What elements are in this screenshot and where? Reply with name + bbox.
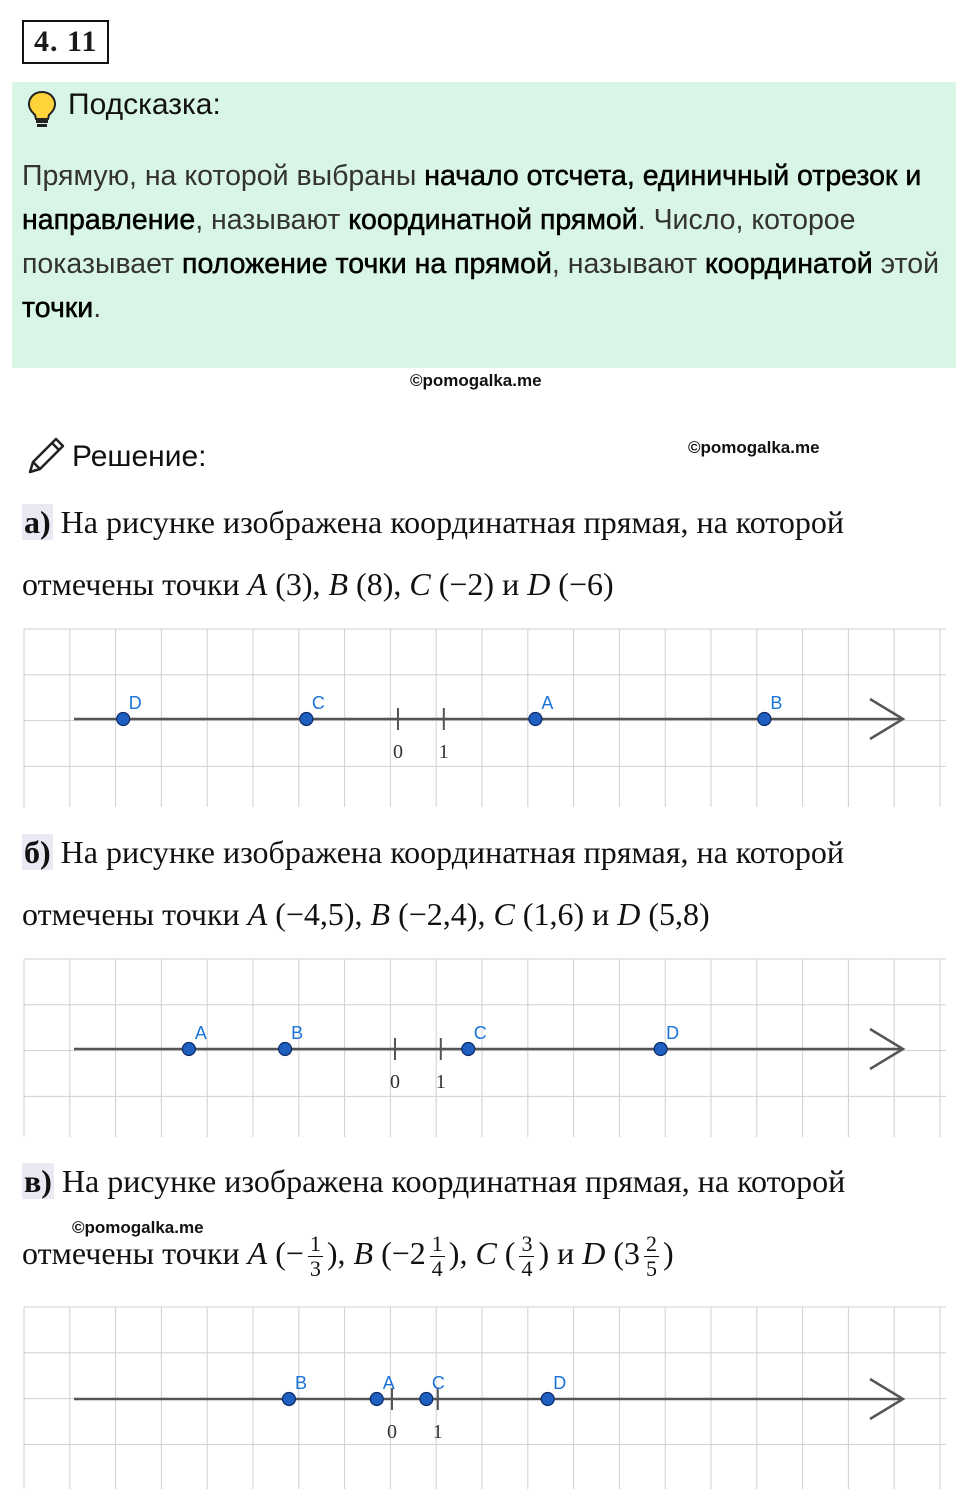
pencil-icon xyxy=(24,434,68,478)
point-C xyxy=(420,1393,433,1406)
point-D xyxy=(117,713,130,726)
watermark: ©pomogalka.me xyxy=(72,1218,204,1237)
part-c-line1: в) На рисунке изображена координатная прямая, на которой xyxy=(24,1163,846,1199)
point-A xyxy=(370,1393,383,1406)
point-A xyxy=(529,713,542,726)
part-c-line2: отмечены точки A (− $\frac{1}{3}$ ), B (−2 $\frac{1}{4}$ ), C ( $\frac{3}{4}$ ) и D (3 $\frac{2}{5}$ ) xyxy=(22,1231,674,1281)
point-A xyxy=(182,1043,195,1056)
tick-label: 1 xyxy=(432,1421,443,1443)
tick-label: 0 xyxy=(393,741,403,763)
watermark: ©pomogalka.me xyxy=(688,438,820,457)
point-label-B: B xyxy=(770,693,783,713)
point-label-D: D xyxy=(553,1373,567,1393)
task-number: 4. 11 xyxy=(22,20,109,64)
part-b-line1: б) На рисунке изображена координатная прямая, на которой xyxy=(24,834,844,870)
tick-label: 0 xyxy=(390,1071,400,1093)
part-b-line2: отмечены точки A (−4,5), B (−2,4), C (1,6) и D (5,8) xyxy=(22,896,710,932)
point-B xyxy=(282,1393,295,1406)
part-b-label: б) xyxy=(24,834,51,870)
number-line-c xyxy=(0,1303,960,1493)
tick-label: 1 xyxy=(435,1071,446,1093)
point-C xyxy=(462,1043,475,1056)
part-c-label: в) xyxy=(24,1163,52,1199)
point-label-C: C xyxy=(431,1373,445,1393)
point-label-C: C xyxy=(473,1023,487,1043)
lightbulb-icon xyxy=(26,90,58,130)
hint-text: Прямую, на которой выбраны начало отсчета, единичный отрезок и направление, называют координатной прямой. Число, которое показывает положение точки на прямой, называют координатой этой точки. xyxy=(22,160,939,324)
point-C xyxy=(300,713,313,726)
point-label-B: B xyxy=(294,1373,307,1393)
point-label-D: D xyxy=(128,693,142,713)
point-label-A: A xyxy=(541,693,554,713)
point-label-A: A xyxy=(194,1023,207,1043)
tick-label: 0 xyxy=(387,1421,397,1443)
point-label-A: A xyxy=(382,1373,395,1393)
point-label-B: B xyxy=(291,1023,304,1043)
part-a-line2: отмечены точки A (3), B (8), C (−2) и D (−6) xyxy=(22,566,614,602)
point-B xyxy=(279,1043,292,1056)
point-D xyxy=(654,1043,667,1056)
solution-title: Решение: xyxy=(72,440,207,473)
number-line-a xyxy=(0,625,960,811)
hint-title: Подсказка: xyxy=(68,88,221,121)
point-B xyxy=(758,713,771,726)
tick-label: 1 xyxy=(438,741,449,763)
part-a-label: а) xyxy=(24,504,51,540)
hint-box xyxy=(12,82,956,368)
point-D xyxy=(541,1393,554,1406)
watermark: ©pomogalka.me xyxy=(410,371,542,390)
number-line-b xyxy=(0,955,960,1141)
point-label-C: C xyxy=(311,693,325,713)
part-a-line1: а) На рисунке изображена координатная прямая, на которой xyxy=(24,504,844,540)
point-label-D: D xyxy=(666,1023,680,1043)
